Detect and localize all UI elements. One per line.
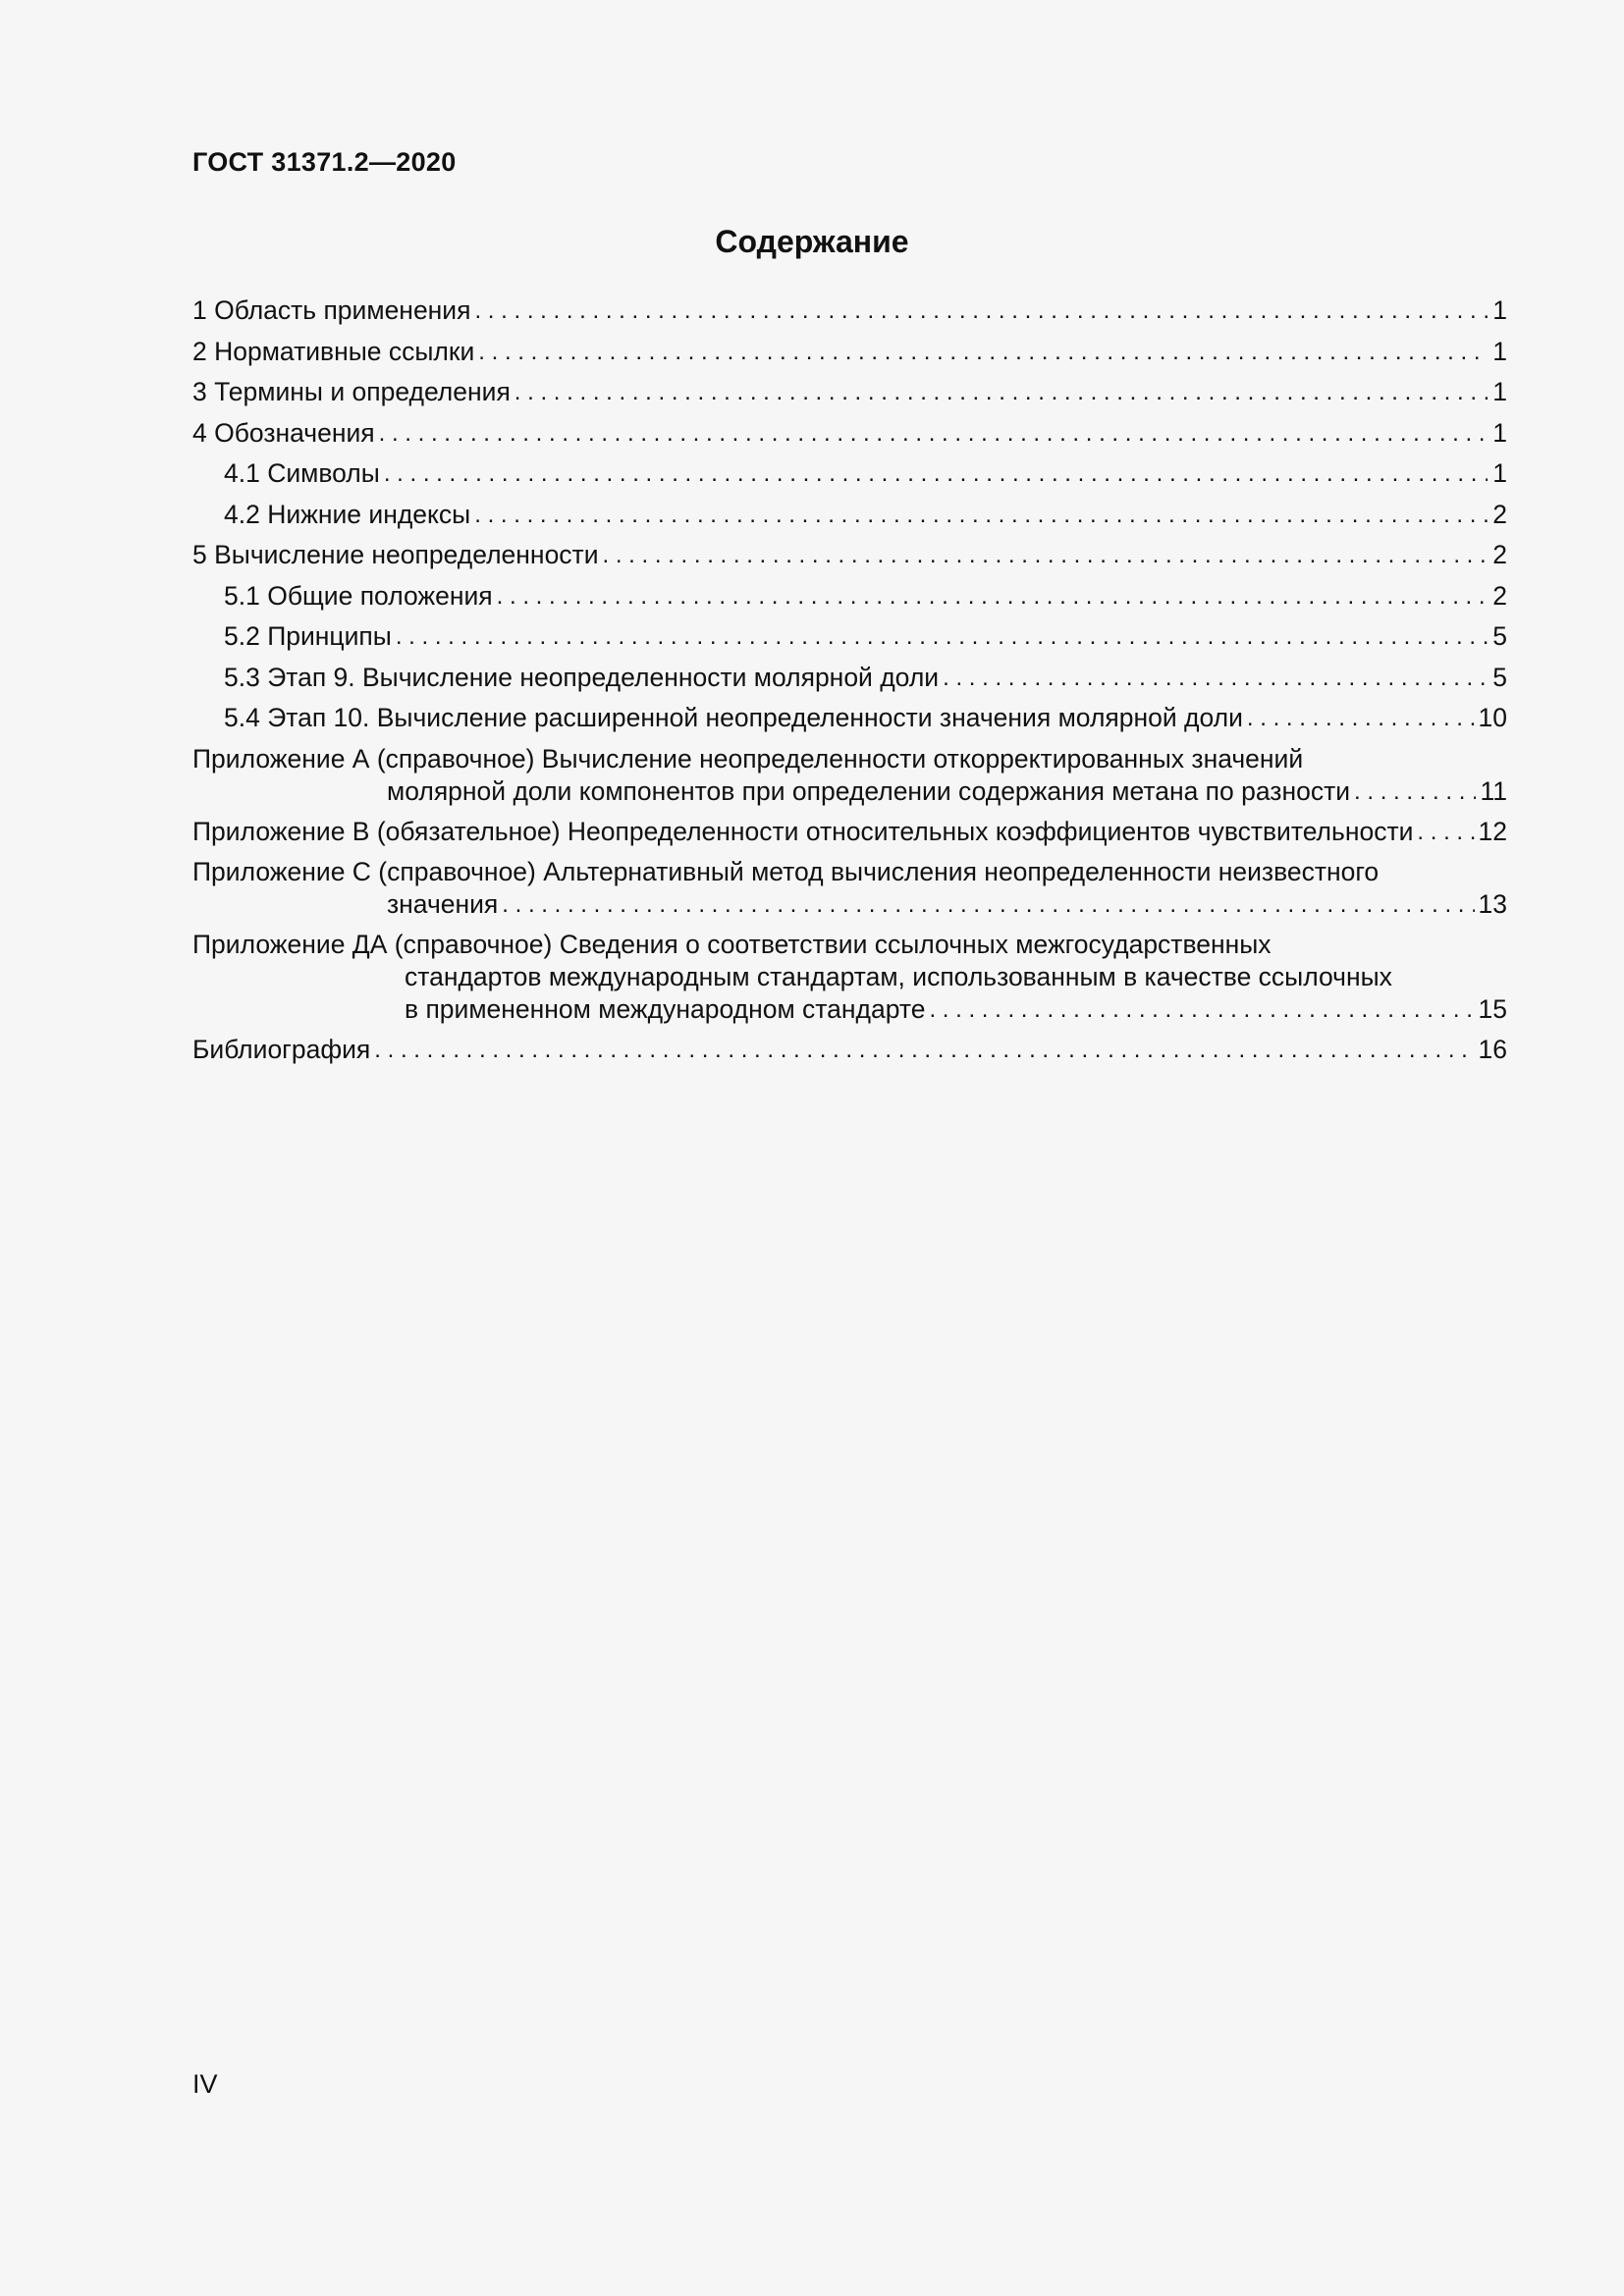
toc-entry-3[interactable] xyxy=(192,372,1507,413)
dot-leader xyxy=(929,993,1474,1026)
toc-entry-text: Приложение А (справочное) Вычисление неопределенности откорректированных значений xyxy=(192,743,1304,774)
toc-entry-5-3[interactable] xyxy=(192,658,1507,699)
toc-appendix-c[interactable] xyxy=(192,852,1507,925)
dot-leader xyxy=(478,332,1488,373)
toc-entry-4[interactable] xyxy=(192,413,1507,454)
toc-entry-5-2[interactable] xyxy=(192,616,1507,658)
dot-leader xyxy=(502,888,1474,921)
toc-entry-text: молярной доли компонентов при определении содержания метана по разности xyxy=(387,775,1351,806)
toc-entry-text: 4 Обозначения xyxy=(192,417,375,448)
document-header: ГОСТ 31371.2—2020 xyxy=(192,147,457,177)
toc-entry-4-1[interactable] xyxy=(192,454,1507,495)
dot-leader xyxy=(603,535,1489,576)
toc-entry-text: 5 Вычисление неопределенности xyxy=(192,540,599,569)
dot-leader xyxy=(474,291,1488,332)
dot-leader xyxy=(379,413,1488,454)
dot-leader xyxy=(1354,775,1476,808)
dot-leader xyxy=(374,1030,1474,1071)
toc-entry-text: 4.2 Нижние индексы xyxy=(224,499,471,529)
toc-page-number: 1 xyxy=(1492,377,1507,406)
toc-entry-2[interactable] xyxy=(192,332,1507,373)
dot-leader xyxy=(384,454,1488,495)
toc-page-number: 12 xyxy=(1478,816,1507,846)
toc-page-number: 1 xyxy=(1492,417,1507,448)
toc-entry-text: значения xyxy=(387,889,499,919)
toc-page-number: 2 xyxy=(1492,580,1507,611)
toc-entry-text: Приложение ДА (справочное) Сведения о соответствии ссылочных межгосударственных xyxy=(192,930,1272,959)
toc-page-number: 2 xyxy=(1492,540,1507,569)
toc-entry-text: 5.4 Этап 10. Вычисление расширенной неопределенности значения молярной доли xyxy=(224,703,1243,732)
toc-page-number: 2 xyxy=(1492,499,1507,529)
toc-page-number: 1 xyxy=(1492,336,1507,366)
toc-page-number: 10 xyxy=(1478,703,1507,732)
toc-page-number: 15 xyxy=(1478,994,1507,1024)
toc-entry-text: стандартов международным стандартам, использованным в качестве ссылочных xyxy=(405,962,1392,991)
toc-bibliography[interactable] xyxy=(192,1030,1507,1071)
toc-entry-4-2[interactable] xyxy=(192,495,1507,536)
toc-entry-text: 5.1 Общие положения xyxy=(224,580,493,611)
dot-leader xyxy=(1417,812,1474,853)
dot-leader xyxy=(474,495,1488,536)
toc-entry-5-1[interactable] xyxy=(192,576,1507,617)
toc-page-number: 1 xyxy=(1492,295,1507,325)
table-of-contents xyxy=(192,291,1507,1071)
toc-entry-text: 3 Термины и определения xyxy=(192,377,511,406)
toc-entry-5[interactable] xyxy=(192,535,1507,576)
dot-leader xyxy=(943,658,1488,699)
toc-entry-text: 1 Область применения xyxy=(192,295,471,325)
toc-page-number: 13 xyxy=(1478,889,1507,919)
toc-appendix-b[interactable] xyxy=(192,812,1507,853)
dot-leader xyxy=(1247,698,1475,739)
toc-page-number: 1 xyxy=(1492,458,1507,488)
toc-entry-text: Библиография xyxy=(192,1035,371,1064)
toc-page-number: 16 xyxy=(1478,1035,1507,1064)
toc-entry-5-4[interactable] xyxy=(192,698,1507,739)
toc-entry-text: Приложение С (справочное) Альтернативный метод вычисления неопределенности неизвестного xyxy=(192,857,1380,886)
toc-entry-1[interactable] xyxy=(192,291,1507,332)
toc-entry-text: 5.3 Этап 9. Вычисление неопределенности молярной доли xyxy=(224,662,940,692)
toc-entry-text: 2 Нормативные ссылки xyxy=(192,336,475,366)
toc-appendix-da[interactable] xyxy=(192,925,1507,1030)
page-number: IV xyxy=(192,2069,218,2099)
toc-page-number: 5 xyxy=(1492,621,1507,651)
toc-appendix-a[interactable] xyxy=(192,739,1507,812)
toc-entry-text: 4.1 Символы xyxy=(224,458,380,488)
toc-entry-text: 5.2 Принципы xyxy=(224,621,392,651)
dot-leader xyxy=(396,616,1488,658)
toc-page-number: 5 xyxy=(1492,662,1507,692)
dot-leader xyxy=(514,372,1488,413)
page-title: Содержание xyxy=(715,224,909,259)
toc-entry-text: Приложение В (обязательное) Неопределенности относительных коэффициентов чувствительности xyxy=(192,816,1414,846)
dot-leader xyxy=(497,576,1488,617)
toc-entry-text: в примененном международном стандарте xyxy=(405,994,926,1024)
toc-page-number: 11 xyxy=(1480,775,1507,806)
